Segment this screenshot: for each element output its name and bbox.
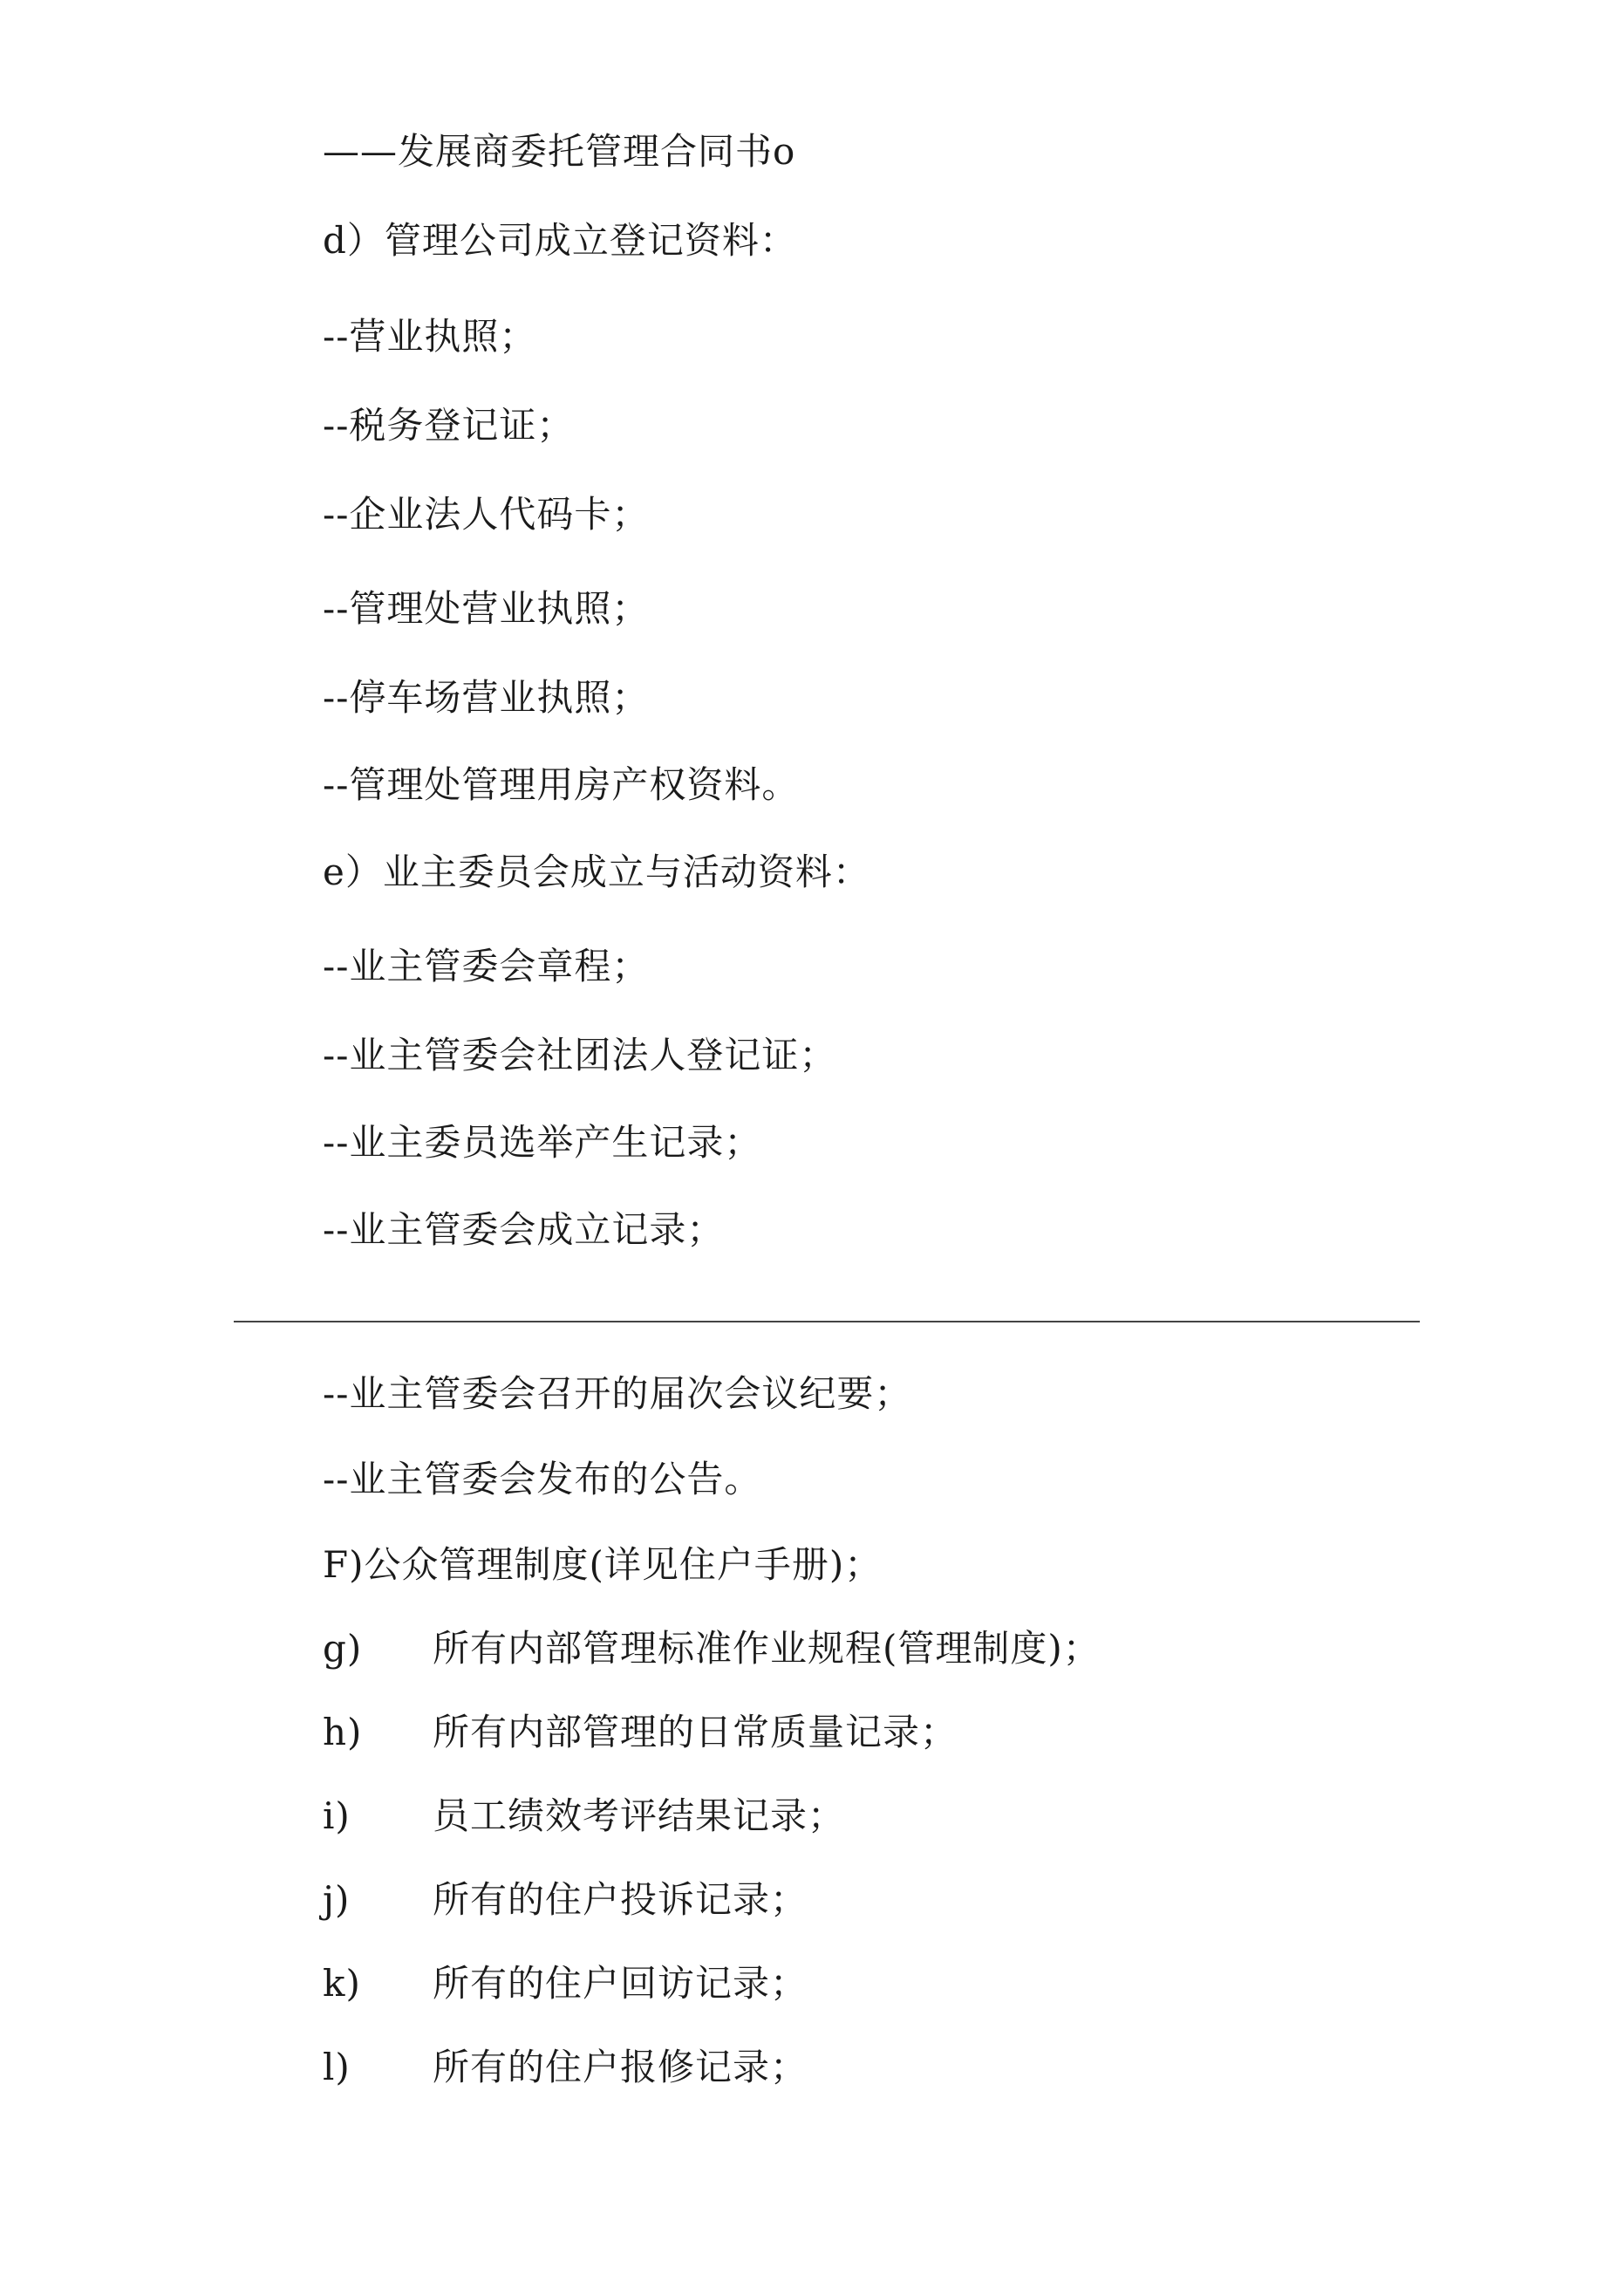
list-item: --管理处营业执照； [323, 587, 650, 630]
list-item: --税务登记证； [323, 404, 575, 447]
list-item: --业主管委会成立记录； [323, 1208, 725, 1251]
list-item-text: 所有的住户投诉记录； [433, 1878, 808, 1921]
list-item-k [323, 1959, 808, 2008]
list-item-l [323, 2043, 808, 2092]
list-item-text: 所有内部管理标准作业规程(管理制度)； [433, 1627, 1101, 1670]
list-marker: j) [323, 1878, 351, 1921]
list-item: --业主管委会召开的届次会议纪要； [323, 1372, 912, 1415]
list-item: --营业执照； [323, 315, 537, 358]
list-item-text: 所有的住户回访记录； [433, 1962, 808, 2005]
list-item: --管理处管理用房产权资料。 [323, 763, 800, 806]
list-heading-f: F)公众管理制度(详见住户手册)； [323, 1543, 883, 1586]
list-item-i [323, 1792, 845, 1841]
list-item: --业主管委会发布的公告。 [323, 1458, 762, 1500]
list-item-text: 员工绩效考评结果记录； [433, 1794, 846, 1837]
text-line: ——发展商委托管理合同书o [323, 130, 796, 173]
list-marker: g) [323, 1627, 363, 1670]
list-marker: i) [323, 1794, 351, 1837]
list-heading-d: d）管理公司成立登记资料： [323, 219, 797, 262]
list-item: --业主委员选举产生记录； [323, 1121, 762, 1164]
list-item: --业主管委会社团法人登记证； [323, 1034, 837, 1076]
list-item-j [323, 1876, 808, 1924]
list-item-text: 所有内部管理的日常质量记录； [433, 1711, 958, 1753]
list-item: --业主管委会章程； [323, 945, 650, 987]
list-marker: h) [323, 1711, 363, 1753]
page-divider [234, 1321, 1420, 1322]
list-item: --企业法人代码卡； [323, 493, 650, 536]
list-item: --停车场营业执照； [323, 676, 650, 719]
list-item-h [323, 1708, 958, 1757]
list-heading-e: e）业主委员会成立与活动资料： [323, 851, 870, 893]
list-marker: k) [323, 1962, 361, 2005]
list-item-text: 所有的住户报修记录； [433, 2046, 808, 2088]
list-item-g [323, 1624, 1101, 1673]
list-marker: l) [323, 2046, 351, 2088]
